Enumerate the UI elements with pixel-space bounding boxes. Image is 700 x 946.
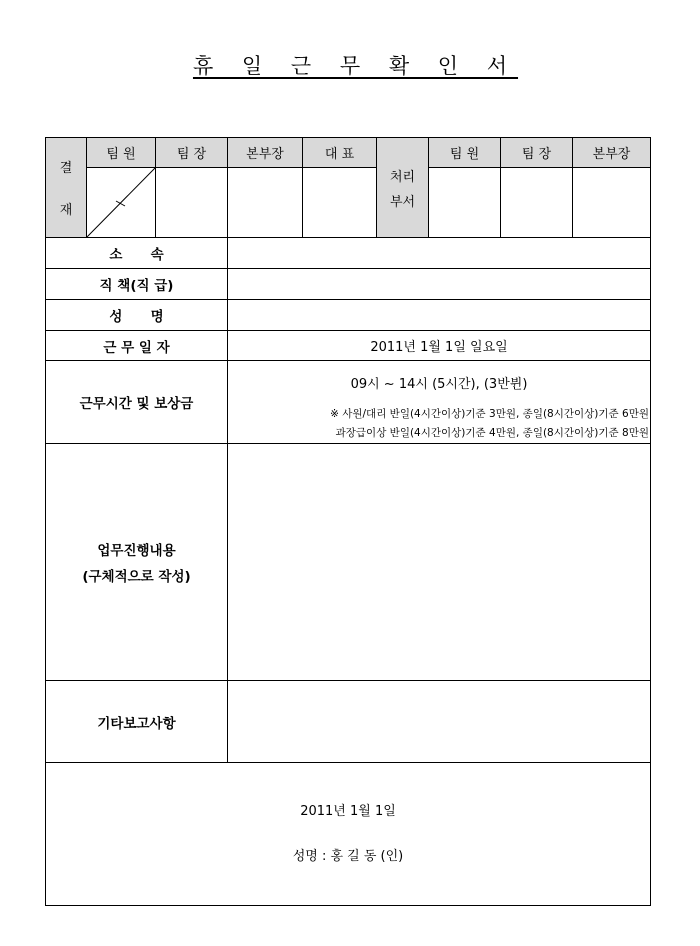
footer-signature[interactable]: 성명 : 홍 길 동 (인) <box>292 849 404 864</box>
sign-box-ceo[interactable] <box>303 168 376 237</box>
position-value[interactable] <box>228 269 650 299</box>
workdate-label: 근 무 일 자 <box>103 339 170 356</box>
name-value[interactable] <box>228 300 650 330</box>
task-content-field[interactable] <box>228 444 650 680</box>
affiliation-label: 소 속 <box>109 247 164 263</box>
processing-dept-label: 처리 부서 <box>377 138 428 237</box>
worktime-value[interactable]: 09시 ~ 14시 (5시간), (3반뷘) <box>350 377 528 392</box>
position-label: 직 책(직 급) <box>99 278 174 294</box>
worktime-label: 근무시간 및 보상금 <box>79 396 194 412</box>
approval-col-division-head: 본부장 <box>228 138 302 167</box>
approval-label-bottom: 재 <box>59 202 73 218</box>
proc-col-team-member: 팀 원 <box>429 138 500 167</box>
compensation-note-line2: 과장급이상 반일(4시간이상)기준 4만원, 종일(8시간이상)기준 8만원 <box>335 427 649 439</box>
sign-box-team-leader[interactable] <box>156 168 227 237</box>
diagonal-slash-icon <box>87 168 155 237</box>
proc-sign-box-team-member[interactable] <box>429 168 500 237</box>
other-report-label: 기타보고사항 <box>97 715 176 732</box>
sign-box-team-member[interactable] <box>87 168 155 237</box>
proc-sign-box-team-leader[interactable] <box>501 168 572 237</box>
sign-box-division-head[interactable] <box>228 168 302 237</box>
affiliation-value[interactable] <box>228 238 650 268</box>
other-report-field[interactable] <box>228 681 650 762</box>
footer-date: 2011년 1월 1일 <box>300 804 396 819</box>
approval-label-cell <box>46 138 86 237</box>
proc-col-team-leader: 팀 장 <box>501 138 572 167</box>
proc-sign-box-division-head[interactable] <box>573 168 650 237</box>
approval-col-ceo: 대 표 <box>303 138 376 167</box>
approval-col-team-member: 팀 원 <box>87 138 155 167</box>
name-label: 성 명 <box>109 309 164 325</box>
task-label: 업무진행내용 (구체적으로 작성) <box>82 543 191 585</box>
proc-col-division-head: 본부장 <box>573 138 650 167</box>
approval-label-top: 결 <box>59 161 73 177</box>
approval-col-team-leader: 팀 장 <box>156 138 227 167</box>
compensation-note-line1: ※ 사원/대리 반일(4시간이상)기준 3만원, 종일(8시간이상)기준 6만원 <box>330 408 649 420</box>
workdate-value[interactable]: 2011년 1월 1일 일요일 <box>370 340 508 355</box>
document-title: 휴 일 근 무 확 인 서 <box>192 54 519 78</box>
